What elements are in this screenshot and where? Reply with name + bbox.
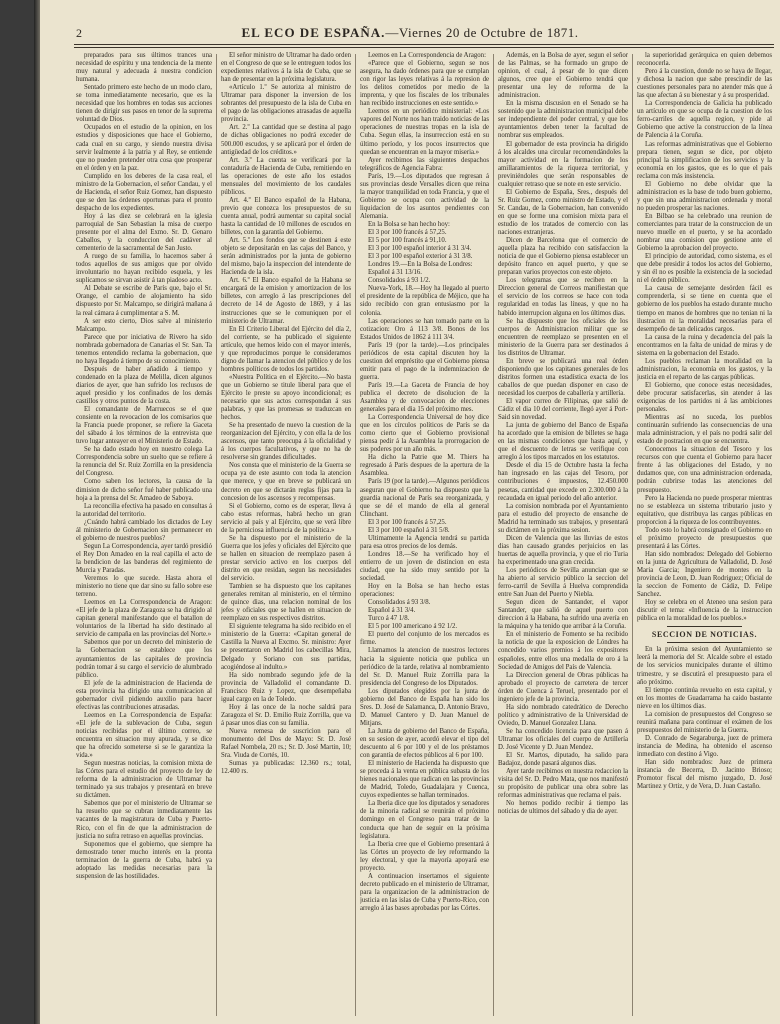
article-paragraph: El comandante de Marruecos se el que consiente en la revocacion de los comisarios que la Francia puede proponer, se refiere la Gaceta del sábado á los términos de la entrevista que tuvo lugar anteayer en el Ministerio de Estado.: [76, 406, 212, 446]
article-paragraph: Al Debate se escribe de París que, bajo el Sr. Orange, el cambio de alojamiento ha sido dispuesto por Sr. Malcampo, se dirigirá mañana á la real cámara á cumplimentar a S. M.: [76, 285, 212, 317]
article-paragraph: En breve se publicará una real órden disponiendo que los capitanes generales de los distritos formen una estadística exacta de los caballos de que puedan disponer en caso de necesidad los cuerpos de caballería y artillería.: [498, 357, 628, 397]
article-paragraph: Nueva-York, 18.—Hoy ha llegado al puerto el presidente de la república de Méjico, que ha sido recibido con gran entusiasmo por la colonia.: [360, 285, 489, 317]
article-paragraph: Sabemos que por el ministerio de Ultramar se ha resuelto que se cubran inmediatamente las vacantes de la magistratura de Cuba y Puerto-Rico, con el fin de que la administracion de justicia no sufra retraso en aquellas provincias.: [76, 800, 212, 840]
article-paragraph: La Direccion general de Obras públicas ha aprobado el proyecto de carretera de tercer órden de Cuenca á Teruel, presentado por el ingeniero jefe de la provincia.: [498, 671, 628, 703]
article-paragraph: El principio de autoridad, como sistema, es el que debe presidir á todos los actos del Gobierno, y sin él no es posible la existencia de la sociedad ni el órden público.: [637, 253, 772, 285]
article-paragraph: Ocupados en el estudio de la opinion, en los estudios y disposiciones que hace el Gobierno, cada cual en su cargo, y siendo nuestra divisa servir lealmente á la patria y al Rey, se entiende que no pueden pretender otra cosa que prosperar en el órden y en la paz.: [76, 124, 212, 172]
article-paragraph: Dicen de Barcelona que el comercio de aquella plaza ha recibido con satisfaccion la noticia de que el Gobierno piensa establecer un depósito franco en aquel puerto, y que se preparan varios proyectos con este objeto.: [498, 237, 628, 277]
article-paragraph: Si el Gobierno, como es de esperar, lleva á cabo estas reformas, habrá hecho un gran servicio al país y al Ejército, que se verá libre de la perniciosa influencia de la política.»: [221, 502, 351, 534]
column-divider: [632, 54, 633, 1016]
article-paragraph: La causa de la ruina y decadencia del país la encontramos en la falta de unidad de miras y de sistema en la gobernacion del Estado.: [637, 333, 772, 357]
article-paragraph: Art. 2.º La cantidad que se destina al pago de dichas obligaciones no podrá exceder de 500.000 escudos, y se aplicará por el órden de antigüedad de los créditos.»: [221, 124, 351, 156]
news-notice: D. Conrado de Segaraburga, juez de primera instancia de Medina, ha obtenido el ascenso inmediato con destino á Vigo.: [637, 734, 772, 758]
article-paragraph: Suponemos que el gobierno, que siempre ha demostrado tener mucho interés en la pronta terminacion de la guerra de Cuba, habrá ya adoptado las medidas necesarias para la suspension de las hostilidades.: [76, 840, 212, 880]
article-paragraph: Se ha presentado de nuevo la cuestion de la reorganizacion del Ejército, y con ella la de los ascensos, que tanto preocupa á la oficialidad y á los cuerpos facultativos, y que no ha de resolverse sin grandes dificultades.: [221, 422, 351, 462]
article-paragraph: La reconcilia efectiva ha pasado en consultas á la autoridad del territorio.: [76, 502, 212, 518]
article-paragraph: El 3 por 100 español exterior á 31 3/8.: [368, 253, 473, 261]
article-paragraph: Art. 5.º Los fondos que se destinen á este objeto se depositarán en las cajas del Banco, y serán administrados por la junta de gobierno del mismo, bajo la inspeccion del intendente de Hacienda de la isla.: [221, 237, 351, 277]
article-paragraph: París 19.—La Gaceta de Francia de hoy publica el decreto de disolucion de la Asamblea y de convocacion de elecciones generales para el dia 15 del próximo mes.: [360, 381, 489, 414]
article-paragraph: Español á 31 3/4.: [368, 607, 416, 615]
article-paragraph: En El Criterio Liberal del Ejército del día 2, del corriente, se ha publicado el siguiente artículo, que hemos leido con el mayor interés, y que reproducimos porque le consideramos digno de llamar la atencion del público y de los hombres políticos de todos los partidos.: [221, 325, 351, 373]
article-paragraph: Ha sido nombrado catedrático de Derecho político y administrativo de la Universidad de Oviedo, D. Manuel Gonzalez Llana.: [498, 703, 628, 727]
article-paragraph: Se ha dispuesto por el ministerio de la Guerra que los jefes y oficiales del Ejército que se hallen en situacion de reemplazo pasen á prestar servicio activo en los cuerpos del distrito en que residan, segun las necesidades del servicio.: [221, 534, 351, 583]
article-paragraph: Ayer recibimos las siguientes despachos telegráficos de Agencia Fabra:: [360, 156, 489, 172]
article-paragraph: Tambien se ha dispuesto que los capitanes generales remitan al ministerio, en el término de quince dias, una relacion nominal de los jefes y oficiales que se hallen en situacion de reemplazo en sus respectivos distritos.: [221, 583, 351, 623]
article-paragraph: Londres 19.—En la Bolsa de Londres:: [368, 261, 473, 269]
article-paragraph: Desde el dia 15 de Octubre hasta la fecha han ingresado en las cajas del Tesoro, por contribuciones é impuestos, 12.450.000 pesetas, cantidad que excede en 2.300.000 á la recaudada en igual periodo del año anterior.: [498, 462, 628, 502]
article-paragraph: Leemos en La Correspondencia de España: «El jefe de la sublevacion de Cuba, segun noticias recibidas por el último correo, se encuentra en situacion muy apurada, y se dice que ha ofrecido someterse si se le garantiza la vida.»: [76, 711, 212, 760]
article-paragraph: Art. 3.º La cuenta se verificará por la contaduría de Hacienda de Cuba, remitiendo en las operaciones de este año los estados mensuales del movimiento de los caudales públicos.: [221, 156, 351, 196]
article-paragraph: Pero á la cuestion, donde no se haya de llegar, y dichosa la nacion que sabe prescindir de las cuestiones personales para no atender más que á las que afectan á su bienestar y á su prosperidad.: [637, 68, 772, 100]
article-paragraph: Hoy á las once de la noche saldrá para Zaragoza el Sr. D. Emilio Ruiz Zorrilla, que va á pasar unos dias con su familia.: [221, 703, 351, 727]
text-column-3: [360, 52, 489, 1018]
article-paragraph: Nos consta que el ministerio de la Guerra se ocupa ya de este asunto con toda la atencion que merece, y que en breve se publicará un decreto en que se dictarán reglas fijas para la concesion de los ascensos y recompensas.: [221, 462, 351, 502]
article-paragraph: Segun La Correspondencia, ayer tardó presidió el Rey Don Amadeo en la real capilla el acto de la bendicion de las banderas del regimiento de Murcia y Paradas.: [76, 542, 212, 574]
article-paragraph: Los pueblos reclaman la moralidad en la administracion, la economía en los gastos, y la justicia en el reparto de las cargas públicas.: [637, 357, 772, 381]
article-paragraph: En la Bolsa se han hecho hoy:: [368, 220, 450, 228]
header-rule-bottom: [74, 47, 774, 48]
article-paragraph: Sentado primero este hecho de un modo claro, se toma inmediatamente necesario, que es la necesidad que los hombres en todas sus acciones tienen de dirigir sus pasos en tenor de la suprema voluntad de Dios.: [76, 84, 212, 124]
article-paragraph: Los telegramas que se reciben en la Direccion general de Correos manifiestan que el servicio de los correos se hace con toda regularidad en todas las líneas, y que no ha habido interrupcion alguna en los últimos dias.: [498, 277, 628, 317]
article-paragraph: Segun nuestras noticias, la comision mixta de las Córtes para el estudio del proyecto de ley de reforma de la administracion de Ultramar ha terminado ya sus trabajos y presentará en breve su dictámen.: [76, 760, 212, 800]
article-paragraph: «Parece que el Gobierno, segun se nos asegura, ha dado órdenes para que se cumplan con rigor las leyes relativas á la represion de los delitos cometidos por medio de la imprenta, y que los fiscales de los tribunales han recibido instrucciones en este sentido.»: [360, 60, 489, 108]
article-paragraph: Leemos en La Correspondencia de Aragon: «El jefe de la plaza de Zaragoza se ha dirigido al capitan general manifestando que el batallon de voluntarios de la libertad ha sido destinado al servicio de campaña en las provincias del Norte.»: [76, 599, 212, 639]
article-paragraph: El Gobierno no debe olvidar que la administracion es la base de todo buen gobierno, y que sin una administracion ordenada y moral no pueden prosperar las naciones.: [637, 180, 772, 212]
article-paragraph: Hoy en la Bolsa se han hecho estas operaciones:: [360, 583, 489, 599]
article-paragraph: Turco á 47 1/8.: [368, 615, 410, 623]
dateline: —Viernes 20 de Octubre de 1871.: [385, 25, 579, 40]
section-rule: [667, 642, 742, 643]
article-paragraph: Llamamos la atencion de nuestros lectores hacia la siguiente noticia que publica un periódico de la tarde, relativa al nombramiento del Sr. D. Manuel Ruiz Zorrilla para la presidencia del Congreso de los Diputados.: [360, 647, 489, 687]
article-paragraph: Han sido nombrados: Delegado del Gobierno en la junta de Agricultura de Valladolid, D. José Maria Garcia; Ingeniero de montes en la provincia de Leon, D. Juan Rodriguez; Oficial de la seccion de Fomento de Cádiz, D. Felipe Sanchez.: [637, 550, 772, 599]
article-paragraph: No hemos podido recibir á tiempo las noticias de ultimos del sábado y dia de ayer.: [498, 800, 628, 816]
article-paragraph: Hoy á las diez se celebrará en la iglesia parroquial de San Sebastian la misa de cuerpo presente por el alma del Exmo. Sr. D. Genaro Caballos, y la conduccion del cadáver al cementerio de la sacramental de San Justo.: [76, 212, 212, 253]
text-column-4: [498, 52, 628, 1018]
page-title: [40, 25, 780, 41]
header-rule-top: [74, 44, 774, 45]
article-paragraph: la superioridad gerárquica en quien debemos reconocerla.: [637, 52, 772, 68]
article-paragraph: Dicen de Valencia que las lluvias de estos dias han causado grandes perjuicios en las huertas de aquella provincia, y que el rio Turia ha experimentado una gran crecida.: [498, 534, 628, 566]
article-paragraph: El Gobierno de España, Sres., después del Sr. Ruiz Gomez, como ministro de Estado, y el Sr. Candau, de la Gobernacion, han convenido en que se forme una comision mixta para el estudio de los tratados de comercio con las naciones extranjeras.: [498, 188, 628, 237]
article-paragraph: Ultimamente la Agencia tendrá su partida para esa otros precios de los demás.: [360, 534, 489, 550]
article-paragraph: Se ha dado estado hoy en nuestro colega La Correspondencia sobre un suelto que se refiere á la renuncia del Sr. Ruiz Zorrilla en la presidencia del Congreso.: [76, 446, 212, 478]
article-paragraph: La causa de semejante desórden fácil es comprenderla, si se tiene en cuenta que el gobierno de los pueblos ha estado durante mucho tiempo en manos de hombres que no tenian ni la ilustracion ni la moralidad necesarias para el desempeño de tan delicados cargos.: [637, 285, 772, 333]
column-divider: [355, 54, 356, 1016]
article-paragraph: París 19 (por la tarde).—Los principales periódicos de esta capital discuten hoy la cuestion del empréstito que el Gobierno piensa emitir para el pago de la indemnizacion de guerra.: [360, 341, 489, 381]
article-paragraph: En Bilbao se ha celebrado una reunion de comerciantes para tratar de la construccion de un nuevo muelle en el puerto, y se ha acordado nombrar una comision que gestione ante el Gobierno la aprobacion del proyecto.: [637, 212, 772, 253]
news-notice: En la próxima sesion del Ayuntamiento se leerá la memoria del Sr. Alcalde sobre el estado de los servicios municipales durante el último trimestre, y se discutirá el presupuesto para el año próximo.: [637, 646, 772, 686]
section-heading: SECCION DE NOTICIAS.: [651, 630, 758, 640]
article-paragraph: El 5 por 100 francés á 91,10.: [368, 237, 447, 245]
newspaper-page: [40, 0, 780, 1024]
article-paragraph: La junta de gobierno del Banco de España ha acordado que la emision de billetes se haga en las mismas condiciones que hasta aquí, y que el descuento de letras se verifique con arreglo á los tipos marcados en los estatutos.: [498, 422, 628, 462]
article-paragraph: La Correspondencia Universal de hoy dice que en los círculos políticos de París se da como cierto que el Gobierno provisional piensa pedir á la Asamblea la prorrogacion de sus poderes por un año más.: [360, 414, 489, 454]
article-paragraph: Los periódicos de Sevilla anuncian que se ha abierto al servicio público la seccion del ferro-carril de Sevilla á Huelva comprendida entre San Juan del Puerto y Niebla.: [498, 567, 628, 599]
article-paragraph: Se ha dispuesto que los oficiales de los cuerpos de Administracion militar que se encuentren de reemplazo se presenten en el ministerio de la Guerra para ser destinados á los distritos de Ultramar.: [498, 317, 628, 357]
article-paragraph: Art. 4.º El Banco español de la Habana, previo que conozca los presupuestos de su cuenta anual, podrá aumentar su capital social hasta la cantidad de 10 millones de escudos en billetes, con la garantía del Gobierno.: [221, 196, 351, 237]
article-paragraph: Después de haber añadido á tiempo y condenado en la plaza de Melilla, dicen algunos diarios de ayer, que han sufrido los reclusos de aquel presidio y los confinados de los demás castillos y otros puntos de la costa.: [76, 365, 212, 406]
section-rule: [667, 626, 742, 627]
article-paragraph: Los diputados elegidos por la junta de gobierno del Banco de España han sido los Sres. D. José de Salamanca, D. Antonio Bravo, D. Manuel Cantero y D. Juan Manuel de Mitjans.: [360, 687, 489, 727]
article-paragraph: «Artículo 1.º Se autoriza al ministro de Ultramar para disponer la inversion de los sobrantes del presupuesto de la isla de Cuba en el pago de las obligaciones atrasadas de aquella provincia.: [221, 84, 351, 124]
article-paragraph: Consolidados á 93 3/8.: [368, 599, 431, 607]
article-paragraph: París 19 (por la tarde).—Algunos periódicos aseguran que el Gobierno ha dispuesto que la guardia nacional de París sea reorganizada, y que se dé el mando de ella al general Clinchant.: [360, 478, 489, 518]
article-paragraph: El gobernador de esta provincia ha dirigido á los alcaldes una circular recomendándoles la mayor actividad en la formacion de los amillaramientos de la riqueza territorial, y previniéndoles que serán responsables de cualquier retraso que se note en este servicio.: [498, 140, 628, 188]
article-paragraph: A ser esto cierto, Dios salve al ministerio Malcampo.: [76, 317, 212, 333]
article-paragraph: Ha sido nombrado segundo jefe de la provincia de Valladolid el comandante D. Francisco Ruiz y Lopez, que desempeñaba igual cargo en la de Toledo.: [221, 671, 351, 703]
article-paragraph: El puerto del conjunto de los mercados es firme.: [360, 631, 489, 647]
article-paragraph: Londres 18.—Se ha verificado hoy el entierro de un joven de distincion en esta ciudad, que ha sido muy sentido por la sociedad.: [360, 550, 489, 583]
article-paragraph: Leemos en un periódico ministerial: «Los vapores del Norte nos han traido noticias de las operaciones de nuestras tropas en la isla de Cuba. Segun ellas, la insurreccion está en su último período, y los pocos insurrectos que quedan se encuentran en la mayor miseria.»: [360, 108, 489, 156]
article-paragraph: El Gobierno, que conoce estas necesidades, debe procurar satisfacerlas, sin atender á las exigencias de los partidos ni á las ambiciones personales.: [637, 381, 772, 414]
page-number: 2: [76, 26, 83, 40]
article-paragraph: El ministerio de Hacienda ha dispuesto que se proceda á la venta en pública subasta de los bienes nacionales que radican en las provincias de Madrid, Toledo, Guadalajara y Cuenca, cuyos expedientes se hallan terminados.: [360, 760, 489, 800]
article-paragraph: Conocemos la situacion del Tesoro y los recursos con que cuenta el Gobierno para hacer frente á las obligaciones del Estado, y no dudamos que, con una administracion ordenada, podrán cubrirse todas las atenciones del presupuesto.: [637, 446, 772, 494]
article-paragraph: Sumas ya publicadas: 12.360 rs.; total, 12.400 rs.: [221, 760, 351, 776]
article-paragraph: Leemos en La Correspondencia de Aragon:: [368, 52, 486, 59]
column-divider: [216, 54, 217, 1016]
article-paragraph: Ayer tarde recibimos en nuestra redaccion la visita del Sr. D. Pedro Mata, que nos manifestó su propósito de publicar una obra sobre las reformas administrativas que reclama el pais.: [498, 768, 628, 800]
article-paragraph: Español á 31 13/16.: [368, 269, 422, 277]
article-paragraph: preparados para sus últimos trances una necesidad de espíritu y una tendencia de la mente muy natural y adecuada á nuestra condicion humana.: [76, 52, 212, 84]
article-paragraph: El 3 por 100 español interior á 31 3/4.: [368, 245, 472, 253]
page-header: [40, 22, 780, 44]
article-paragraph: París, 19.—Los diputados que regresan á sus provincias desde Versalles dicen que reina la mayor tranquilidad en toda Francia, y que el Gobierno se ocupa con actividad de la liquidacion de los asuntos pendientes con Alemania.: [360, 172, 489, 220]
article-paragraph: La Iberia cree que el Gobierno presentará á las Córtes un proyecto de ley reformando la ley electoral, y que la mayoría apoyará ese proyecto.: [360, 840, 489, 872]
article-paragraph: Art. 6.º El Banco español de la Habana se encargará de la emision y amortizacion de los billetes, con arreglo á las prescripciones del decreto de 14 de Agosto de 1869, y á las instrucciones que se le comuniquen por el ministerio de Ultramar.: [221, 277, 351, 325]
article-paragraph: ¿Cuándo habrá cambiado los dictados de Ley ál ministerio de Gobernacion sin permanecer en el gobierno de nuestros pueblos?: [76, 518, 212, 542]
column-divider: [493, 54, 494, 1016]
news-notice: Han sido nombrados: Juez de primera instancia de Becerra, D. Jacinto Brioso; Promotor fiscal del mismo juzgado, D. José Martinez y Ortiz, y de Vera, D. Juan Castaño.: [637, 759, 772, 791]
article-paragraph: El jefe de la administracion de Hacienda de esta provincia ha dirigido una comunicacion al gobernador civil pidiendo auxilio para hacer efectivas las contribuciones atrasadas.: [76, 679, 212, 711]
article-paragraph: El 3 por 100 francés á 57,25.: [368, 518, 447, 526]
text-column-5: [637, 52, 772, 1018]
article-paragraph: La Junta de gobierno del Banco de España, en su sesion de ayer, acordó elevar el tipo del descuento al 6 por 100 y el de los préstamos con garantía de efectos públicos al 6 por 100.: [360, 727, 489, 760]
article-paragraph: Además, en la Bolsa de ayer, segun el señor de las Palmas, se ha formado un grupo de opinion, el cual, á pesar de lo que dicen algunos, cree que el Gobierno tendrá que presentar una ley de reforma de la administracion.: [498, 52, 628, 100]
article-paragraph: El 3 por 100 francés á 57,25.: [368, 229, 447, 237]
article-paragraph: Hoy se celebra en el Ateneo una sesion para discutir el tema: «Influencia de la instruccion pública en la moralidad de los pueblos.»: [637, 599, 772, 623]
article-paragraph: Cumplido en los deberes de la casa real, el ministro de la Gobernacion, el señor Candau, y el de Hacienda, el señor Ruiz Gomez, han dispuesto que se den las órdenes oportunas para el pronto despacho de los expedientes.: [76, 172, 212, 212]
article-paragraph: Las operaciones se han tomado parte en la cotizacion: Oro á 113 3/8. Bonos de los Estados Unidos de 1862 á 111 3/4.: [360, 317, 489, 341]
article-paragraph: Ha dicho la Patrie que M. Thiers ha regresado á París despues de la apertura de la Asamblea.: [360, 454, 489, 478]
article-paragraph: El 3 por 100 español á 31 5/8.: [368, 526, 450, 534]
article-paragraph: Veremos lo que sucede. Hasta ahora el ministerio no tiene que dar sino su fallo sobre ese terreno.: [76, 575, 212, 599]
masthead: EL ECO DE ESPAÑA.: [241, 25, 386, 40]
article-paragraph: La Correspondencia de Galicia ha publicado un artículo en que se ocupa de la cuestion de los ferro-carriles de aquella region, y pide al Gobierno que active la construccion de la línea de Palencia á la Coruña.: [637, 100, 772, 140]
article-paragraph: Sabemos que por un decreto del ministerio de la Gobernacion se establece que los ayuntamientos de las capitales de provincia podrán tomar á su cargo el servicio de alumbrado público.: [76, 639, 212, 679]
article-paragraph: El 5 por 100 americano á 92 1/2.: [368, 623, 458, 631]
news-notice: La comision de presupuestos del Congreso se reunirá mañana para continuar el exámen de los presupuestos del ministerio de la Guerra.: [637, 710, 772, 734]
article-paragraph: Mientras así no suceda, los pueblos continuarán sufriendo las consecuencias de una mala administracion, y el país no podrá salir del estado de postracion en que se encuentra.: [637, 414, 772, 446]
article-paragraph: El Sr. Martos, diputado, ha salido para Badajoz, donde pasará algunos dias.: [498, 752, 628, 768]
article-paragraph: Parece que por iniciativa de Rivero ha sido nombrada gobernadora de Canarias el Sr. San. Ta tenemos entendido reclama la gobernacion, que no haya llegado á tiempo de su conocimiento.: [76, 333, 212, 365]
article-paragraph: La Iberia dice que los diputados y senadores de la minoria radical se reunirán el próximo domingo en el Congreso para tratar de la conducta que han de seguir en la próxima legislatura.: [360, 800, 489, 840]
article-paragraph: Segun dicen de Santander, el vapor Santander, que salió de aquel puerto con direccion á la Habana, ha sufrido una avería en la máquina y ha tenido que arribar á la Coruña.: [498, 599, 628, 631]
article-paragraph: Nueva remesa de suscricion para el monumento del Dos de Mayo: Sr. D. José Rafael Nombela, 20 rs.; Sr. D. José Martin, 10; Sra. Viuda de Cortés, 10.: [221, 727, 351, 760]
text-column-1: [76, 52, 212, 1018]
article-paragraph: En la misma discusion en el Senado se ha sostenido que la administracion municipal debe ser independiente del poder central, y que los ayuntamientos deben tener la facultad de nombrar sus empleados.: [498, 100, 628, 140]
article-paragraph: El siguiente telegrama ha sido recibido en el ministerio de la Guerra: «Capitan general de Castilla la Nueva al Excmo. Sr. ministro: Ayer se presentaron en Madrid los cabecillas Mira, Delgado y Soriano con sus partidas, acogiéndose al indulto.»: [221, 623, 351, 671]
article-paragraph: A continuacion insertamos el siguiente decreto publicado en el ministerio de Ultramar, para la organizacion de la administracion de justicia en las islas de Cuba y Puerto-Rico, con arreglo á las bases aprobadas por las Córtes.: [360, 872, 489, 912]
news-notice: El tiempo continúa revuelto en esta capital, y en los montes de Guadarrama ha caido bastante nieve en los últimos dias.: [637, 686, 772, 710]
text-column-2: [221, 52, 351, 1018]
article-paragraph: La comision nombrada por el Ayuntamiento para el estudio del proyecto de ensanche de Madrid ha terminado sus trabajos, y presentará su dictámen en la próxima sesion.: [498, 502, 628, 534]
article-paragraph: Como saben los lectores, la causa de la dimision de dicho señor fué haber publicado una hoja a la prensa del Sr. Amadeo de Saboya.: [76, 478, 212, 502]
article-paragraph: El vapor correo de Filipinas, que salió de Cádiz el dia 10 del corriente, llegó ayer á Port-Said sin novedad.: [498, 398, 628, 422]
article-paragraph: Todo esto lo habrá consignado el Gobierno en el próximo proyecto de presupuestos que presentará á las Córtes.: [637, 526, 772, 550]
article-paragraph: Se ha concedido licencia para que pasen á Ultramar los oficiales del cuerpo de Artillería D. José Vicente y D. Juan Mendez.: [498, 727, 628, 752]
article-paragraph: Consolidados á 93 1/2.: [368, 277, 431, 285]
article-paragraph: El señor ministro de Ultramar ha dado orden en el Congreso de que se le entreguen todos los expedientes relativos á la isla de Cuba, que se han de presentar en la próxima legislatura.: [221, 52, 351, 84]
article-paragraph: En el ministerio de Fomento se ha recibido la noticia de que la exposicion de Lóndres ha concedido varios premios á los expositores españoles, entre ellos una medalla de oro á la Sociedad de Amigos del País de Valencia.: [498, 631, 628, 671]
article-paragraph: Las reformas administrativas que el Gobierno prepara tienen, segun se dice, por objeto principal la simplificacion de los servicios y la economía en los gastos, que es lo que el país reclama con más insistencia.: [637, 140, 772, 180]
article-paragraph: Pero la Hacienda no puede prosperar mientras no se establezca un sistema tributario justo y equitativo, que distribuya las cargas públicas en proporcion á la riqueza de los contribuyentes.: [637, 494, 772, 526]
article-paragraph: «Nuestra Política en el Ejército.—No basta que un Gobierno se titule liberal para que el Ejército le preste su apoyo incondicional; es necesario que sus actos correspondan á sus palabras, y que las promesas se traduzcan en hechos.: [221, 373, 351, 422]
article-paragraph: A ruego de su familia, lo hacemos saber á todos aquellos de sus amigos que por olvido involuntario no hayan recibido esquela, y les suplicamos se sirvan asistir á tan piadoso acto.: [76, 253, 212, 285]
